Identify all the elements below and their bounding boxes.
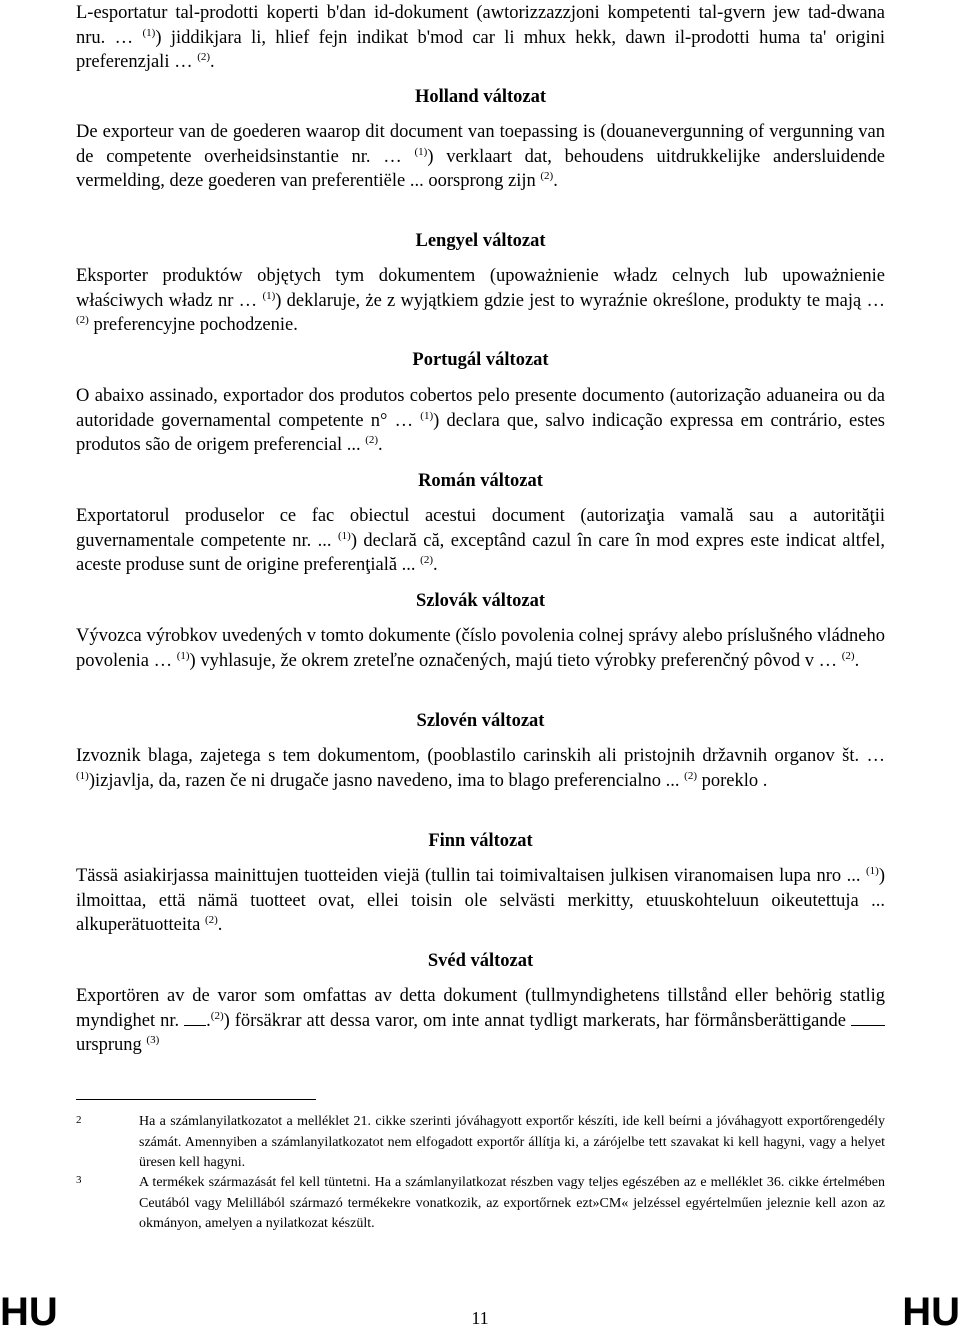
footnote-ref: (2) <box>210 1009 224 1022</box>
paragraph-szlovak <box>76 624 885 673</box>
text: ) verklaart dat, behoudens uitdrukkelijke andersluidende vermelding, deze goederen van preferentiële ... oorsprong zijn <box>76 146 885 191</box>
blank-line <box>851 1011 885 1026</box>
footnote-ref: (2) <box>204 913 218 926</box>
language-code-right: HU <box>902 1290 960 1334</box>
text: poreklo . <box>696 770 768 791</box>
footnote-ref: (2) <box>841 649 855 662</box>
footnote-ref: (1) <box>414 145 428 158</box>
footnote-ref: (1) <box>338 529 351 542</box>
text: Vývozca výrobkov uvedených v tomto dokumente (číslo povolenia colnej správy alebo príslušného vládneho povolenia … <box>76 626 885 671</box>
footnote-number: 3 <box>76 1174 82 1186</box>
footnote-ref: (1) <box>142 26 156 39</box>
footnote-ref: (2) <box>540 169 554 182</box>
heading-szlovak: Szlovák változat <box>416 591 545 611</box>
footnote-text: Ha a számlanyilatkozatot a melléklet 21. cikke szerinti jóváhagyott exportőr készíti, ide kell beírni a jóváhagyott exportőrengedély számát. Amennyiben a számlanyilatkozatot nem elfogadott exportőr állítja ki, a zárójelbe tett szavakat ki kell hagyni, vagy a helyet üresen kell hagyni. <box>139 1114 885 1170</box>
text: Exportören av de varor som omfattas av detta dokument (tullmyndighetens tillstånd eller behörig statlig myndighet nr. <box>76 986 885 1031</box>
footnote-ref: (1) <box>420 409 434 422</box>
heading-roman: Román változat <box>418 471 543 491</box>
text: . <box>433 555 438 575</box>
text: De exporteur van de goederen waarop dit document van toepassing is (douanevergunning of vergunning van de competente overheidsinstantie nr. … <box>76 122 885 167</box>
paragraph-portugal <box>76 384 885 458</box>
footnote-ref: (2) <box>197 50 211 63</box>
paragraph-lengyel <box>76 264 885 338</box>
text: ursprung <box>76 1035 147 1055</box>
footnote-ref: (2) <box>365 433 379 446</box>
text: ) deklaruje, że z wyjątkiem gdzie jest to wyraźnie określone, produkty te mają … <box>275 290 885 311</box>
text: . <box>206 1010 211 1031</box>
text: Eksporter produktów objętych tym dokumentem (upoważnienie władz celnych lub upoważnienie właściwych władz nr … <box>76 266 885 311</box>
paragraph-finn <box>76 864 885 938</box>
footnote-text: A termékek származását fel kell tüntetni. Ha a számlanyilatkozat részben vagy teljes egészében az e melléklet 36. cikke értelmében Ceutából vagy Melillából származó termékekre vonatkozik, az exportőrnek ezt»CM« jelzéssel egyértelműen jeleznie kell azon az okmányon, amelyen a nyilatkozat készült. <box>139 1175 885 1231</box>
footnote-ref: (3) <box>146 1033 160 1046</box>
language-code-left: HU <box>0 1290 58 1334</box>
paragraph-maltese <box>76 1 885 75</box>
footnote-ref: (1) <box>176 649 190 662</box>
text: . <box>553 171 558 191</box>
heading-portugal: Portugál változat <box>412 350 549 370</box>
text: ) declara que, salvo indicação expressa em contrário, estes produtos são de origem preferencial ... <box>76 410 885 455</box>
text: . <box>217 915 223 935</box>
text: L-esportatur tal-prodotti koperti b'dan id-dokument (awtorizzazzjoni kompetenti tal-gvern jew tad-dwana nru. … <box>76 3 885 48</box>
text: ) vyhlasuje, že okrem zreteľne označených, majú tieto výrobky preferenčný pôvod v … <box>189 650 842 671</box>
footnote-2 <box>76 1112 885 1174</box>
paragraph-sved <box>76 984 885 1058</box>
text: Tässä asiakirjassa mainittujen tuotteiden viejä (tullin tai toimivaltaisen julkisen viranomaisen lupa nro ... <box>76 866 866 886</box>
page-number: 11 <box>471 1308 489 1328</box>
footnote-ref: (1) <box>262 289 276 302</box>
paragraph-roman <box>76 504 885 578</box>
paragraph-holland <box>76 120 885 194</box>
text: . <box>210 52 215 72</box>
text: preferencyjne pochodzenie. <box>88 315 298 335</box>
text: )izjavlja, da, razen če ni drugače jasno navedeno, ima to blago preferencialno ... <box>88 770 685 791</box>
text: ) ilmoittaa, että nämä tuotteet ovat, ellei toisin ole selvästi merkitty, etuuskohteluun oikeutettuja ... alkuperätuotteita <box>76 866 885 935</box>
heading-holland: Holland változat <box>414 87 547 107</box>
heading-szloven: Szlovén változat <box>416 711 545 731</box>
footnote-divider <box>76 1099 316 1100</box>
text: ) jiddikjara li, hlief fejn indikat b'mod car li mhux hekk, dawn il-prodotti huma ta' origini preferenzjali … <box>76 27 885 72</box>
footnote-ref: (1) <box>866 864 879 877</box>
text: . <box>378 435 383 455</box>
footnote-number: 2 <box>76 1114 82 1126</box>
text: ) försäkrar att dessa varor, om inte annat tydligt markerats, har förmånsberättigande <box>223 1010 851 1031</box>
text: Izvoznik blaga, zajetega s tem dokumentom, (pooblastilo carinskih ali pristojnih državnih organov št. … <box>76 746 885 766</box>
text: ) declară că, exceptând cazul în care în mod expres este indicat altfel, aceste produse sunt de origine preferenţială ... <box>76 530 886 575</box>
text: O abaixo assinado, exportador dos produtos cobertos pelo presente documento (autorização aduaneira ou da autoridade governamental competente n° … <box>76 386 885 431</box>
blank-line <box>184 1011 206 1026</box>
footnote-ref: (2) <box>684 769 697 782</box>
heading-lengyel: Lengyel változat <box>415 231 546 251</box>
text: Exportatorul produselor ce fac obiectul acestui document (autorizaţia vamală sau a autorităţii guvernamentale competente nr. ... <box>76 506 885 551</box>
footnote-3 <box>76 1173 885 1235</box>
footnote-ref: (2) <box>76 313 89 326</box>
heading-finn: Finn változat <box>428 831 533 851</box>
text: . <box>854 650 860 671</box>
footnote-ref: (2) <box>420 553 433 566</box>
footnote-ref: (1) <box>76 769 89 782</box>
heading-sved: Svéd változat <box>427 951 534 971</box>
paragraph-szloven <box>76 744 885 793</box>
